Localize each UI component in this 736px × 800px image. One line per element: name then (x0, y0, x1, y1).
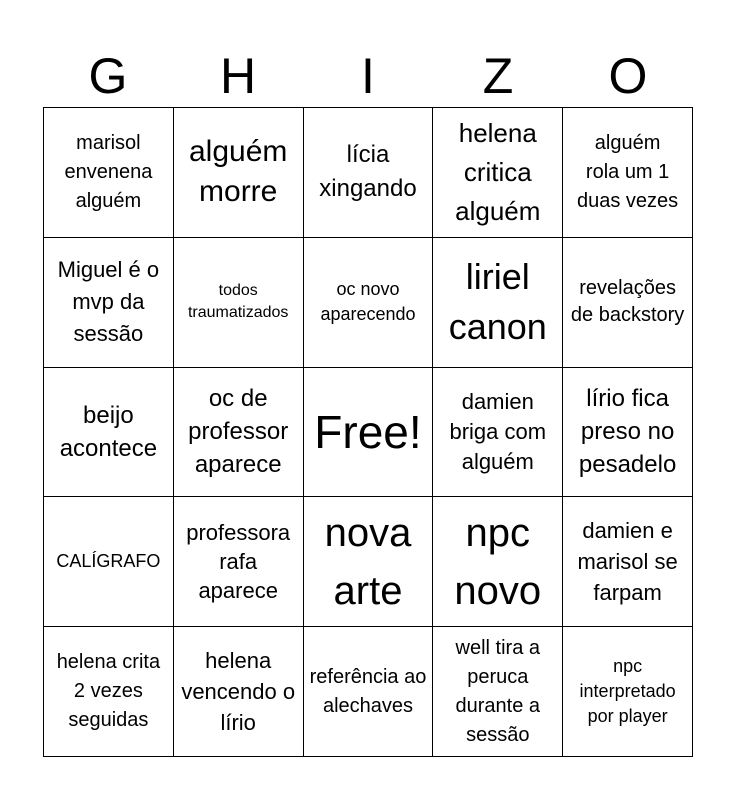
cell-text: npc interpretado por player (579, 656, 676, 727)
bingo-cell[interactable] (174, 497, 304, 627)
bingo-cell[interactable] (174, 627, 304, 757)
cell-text: damien e marisol se farpam (577, 518, 678, 606)
bingo-cell[interactable] (433, 238, 563, 368)
cell-text: lírio fica preso no pesadelo (578, 385, 677, 479)
bingo-cell[interactable] (44, 238, 174, 368)
header-letter-z: Z (482, 48, 514, 104)
cell-text: alguém morre (188, 135, 288, 209)
cell-text: oc novo aparecendo (320, 279, 416, 325)
bingo-cell[interactable] (304, 108, 434, 238)
cell-text: todos traumatizados (187, 282, 289, 322)
bingo-header (43, 46, 693, 106)
bingo-cell[interactable] (304, 238, 434, 368)
bingo-cell[interactable] (563, 368, 693, 498)
cell-text: helena crita 2 vezes seguidas (56, 651, 161, 732)
cell-text: well tira a peruca durante a sessão (455, 636, 541, 746)
bingo-cell[interactable] (563, 497, 693, 627)
cell-text: referência ao alechaves (309, 665, 427, 717)
header-letter-g: G (88, 48, 128, 104)
cell-text: damien briga com alguém (449, 388, 547, 474)
cell-text: alguém rola um 1 duas vezes (577, 131, 679, 212)
cell-text: professora rafa aparece (186, 520, 291, 604)
bingo-cell[interactable] (563, 627, 693, 757)
bingo-cell[interactable] (174, 238, 304, 368)
bingo-cell[interactable] (44, 368, 174, 498)
cell-text: helena vencendo o lírio (181, 648, 296, 736)
cell-text: marisol envenena alguém (64, 131, 153, 212)
cell-text: Miguel é o mvp da sessão (57, 257, 160, 347)
header-letter-i: I (361, 48, 375, 104)
bingo-cell[interactable] (433, 497, 563, 627)
cell-text: lícia xingando (319, 141, 417, 203)
bingo-cell[interactable] (44, 108, 174, 238)
bingo-cell[interactable] (433, 368, 563, 498)
bingo-cell[interactable] (44, 497, 174, 627)
bingo-cell[interactable] (174, 108, 304, 238)
cell-text: beijo acontece (59, 401, 158, 462)
cell-text: revelações de backstory (570, 277, 685, 327)
bingo-cell[interactable] (433, 108, 563, 238)
bingo-cell[interactable] (433, 627, 563, 757)
bingo-cell[interactable] (563, 108, 693, 238)
header-letter-h: H (219, 48, 257, 104)
cell-text: CALÍGRAFO (56, 551, 161, 572)
cell-text: liriel canon (448, 256, 547, 348)
cell-text: npc novo (454, 510, 542, 613)
cell-text: nova arte (324, 510, 412, 613)
bingo-cell[interactable] (44, 627, 174, 757)
free-space[interactable] (304, 368, 434, 498)
cell-text: oc de professor aparece (188, 385, 289, 479)
bingo-cell[interactable] (174, 368, 304, 498)
header-letter-o: O (608, 48, 648, 104)
bingo-cell[interactable] (304, 627, 434, 757)
bingo-card (43, 107, 693, 757)
bingo-cell[interactable] (563, 238, 693, 368)
bingo-cell[interactable] (304, 497, 434, 627)
cell-text: Free! (314, 405, 422, 458)
cell-text: helena critica alguém (455, 117, 541, 226)
